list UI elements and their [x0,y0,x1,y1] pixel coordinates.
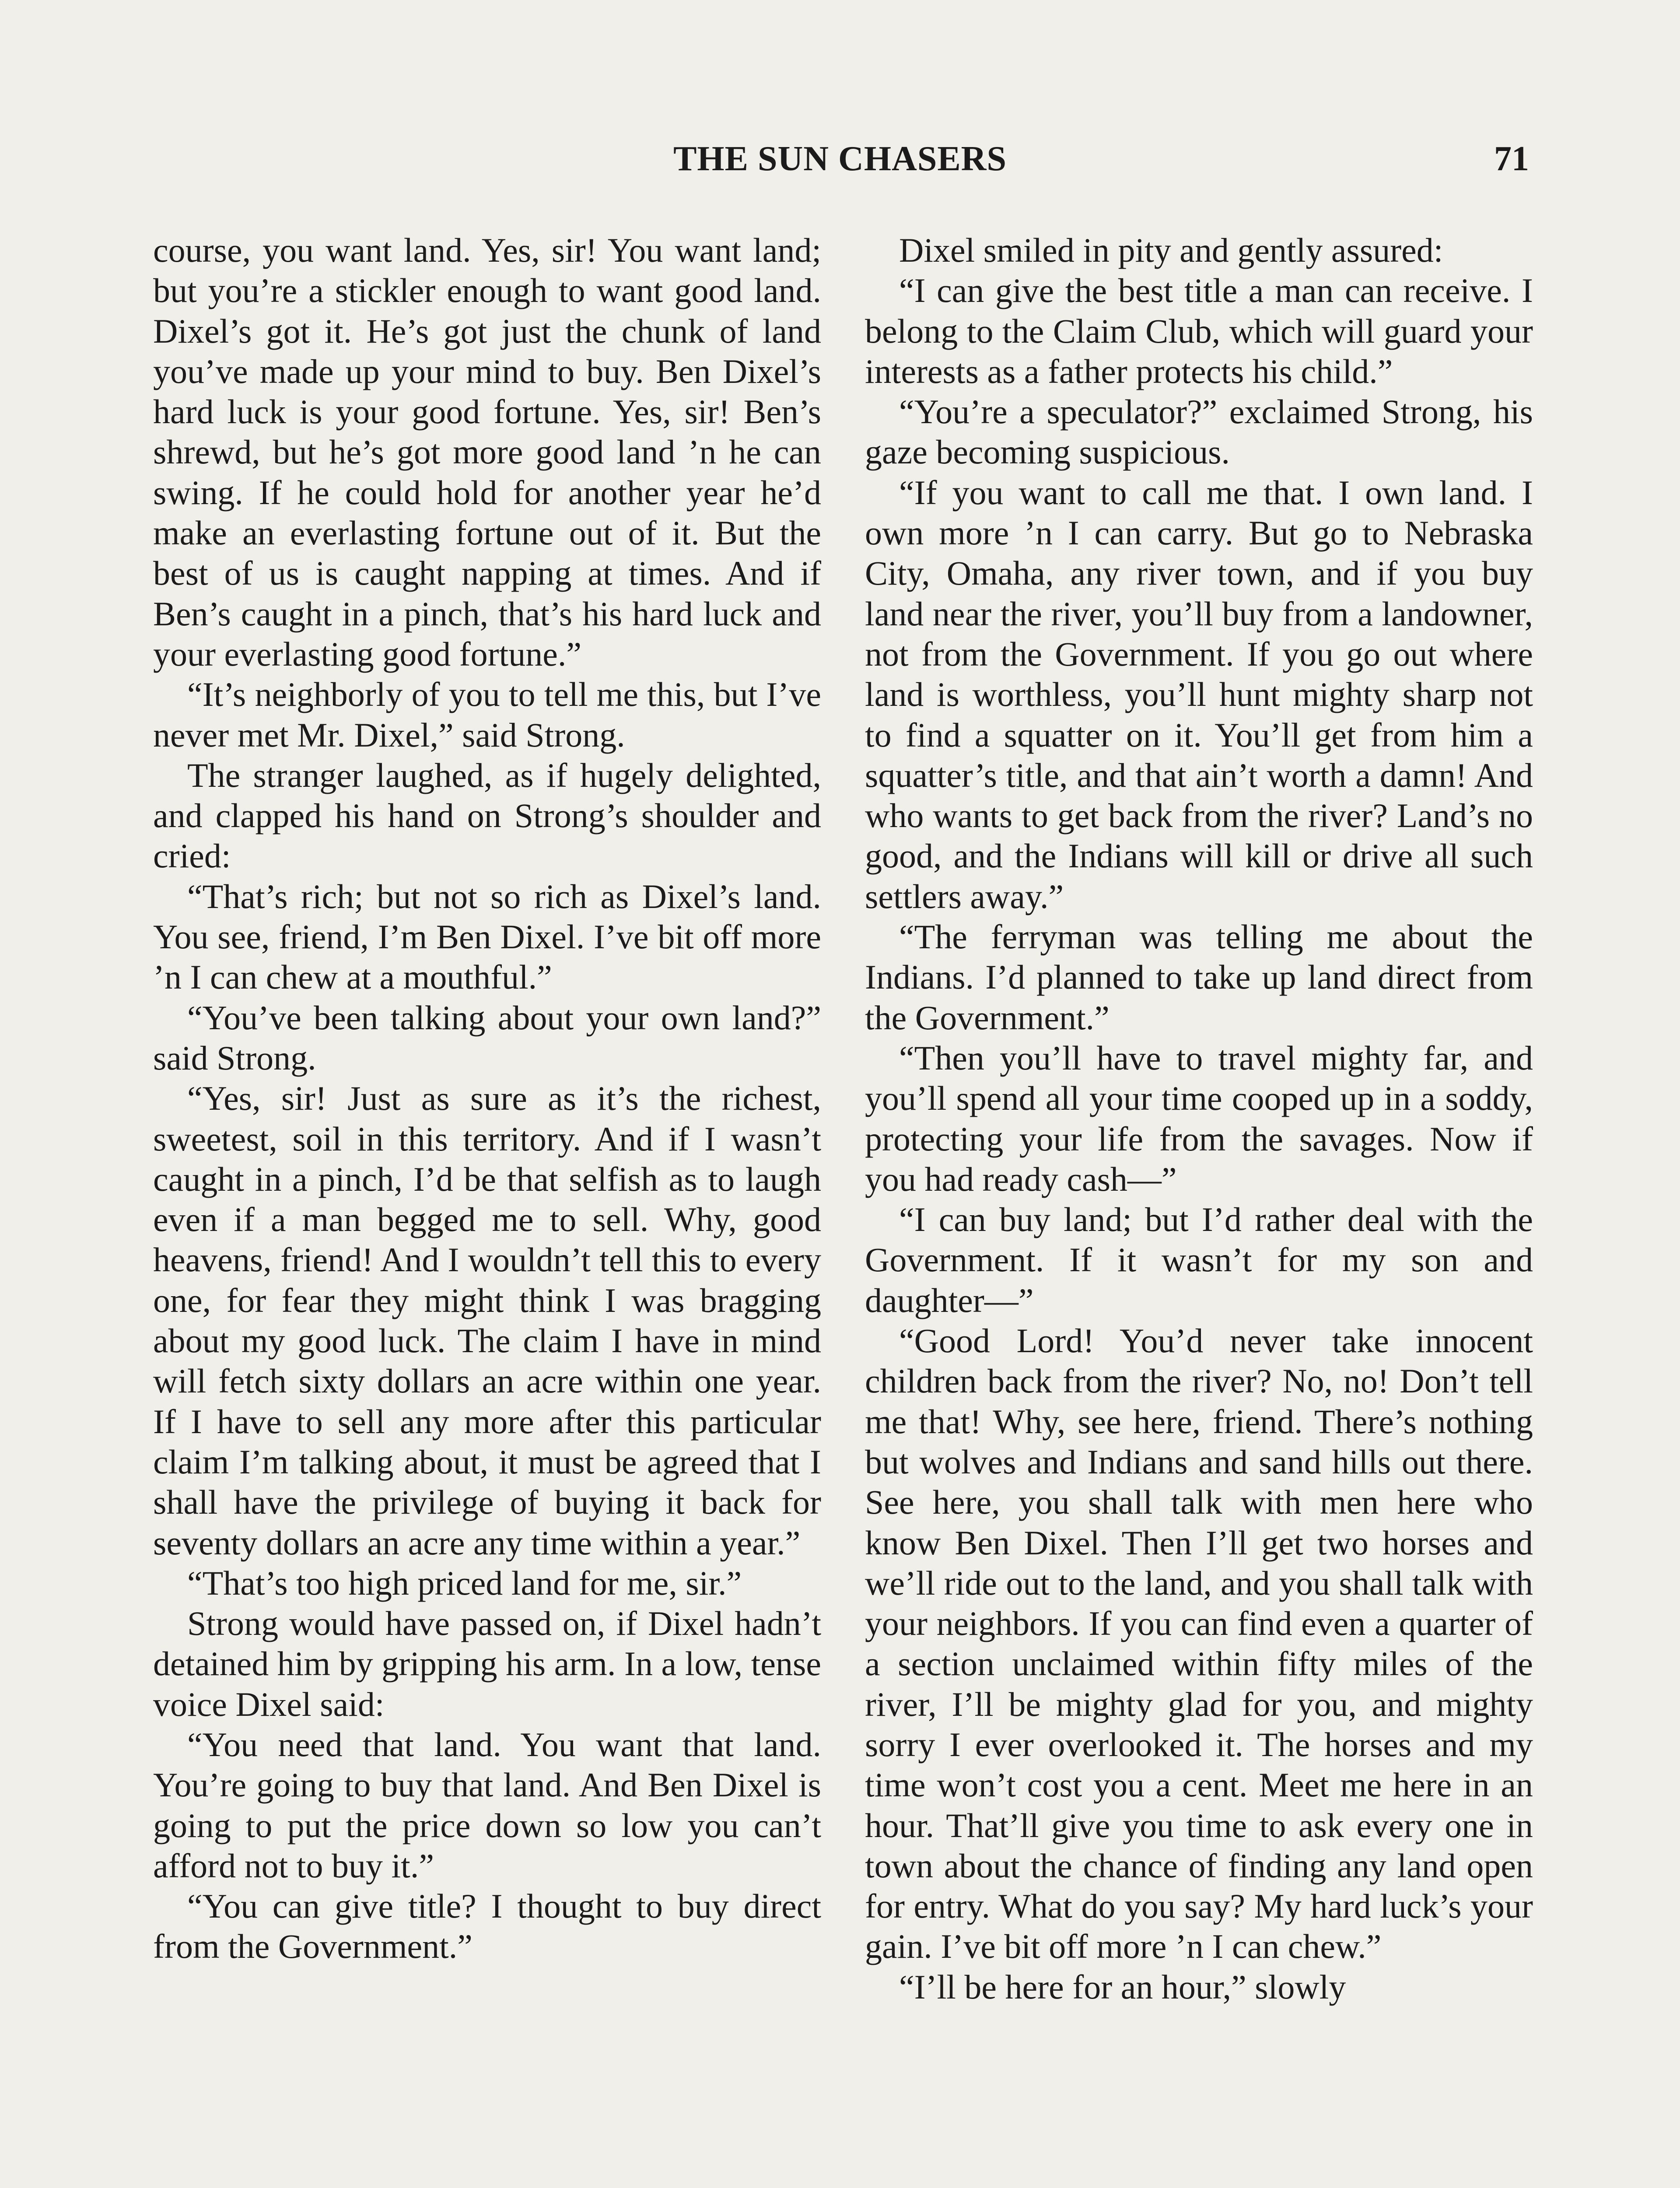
paragraph: “Good Lord! You’d never take innocent children back from the river? No, no! Don’t tell me that! Why, see here, friend. There’s nothing but wolves and Indians and sand hills out there. See here, you shall talk with men here who know Ben Dixel. Then I’ll get two horses and we’ll ride out to the land, and you shall talk with your neighbors. If you can find even a quarter of a section unclaimed within fifty miles of the river, I’ll be mighty glad for you, and mighty sorry I ever overlooked it. The horses and my time won’t cost you a cent. Meet me here in an hour. That’ll give you time to ask every one in town about the chance of finding any land open for entry. What do you say? My hard luck’s your gain. I’ve bit off more ’n I can chew.” [865,1322,1533,1966]
left-column [153,230,821,1967]
paragraph: “That’s rich; but not so rich as Dixel’s land. You see, friend, I’m Ben Dixel. I’ve bit off more ’n I can chew at a mouthful.” [153,877,821,996]
paragraph: “You need that land. You want that land. You’re going to buy that land. And Ben Dixel is going to put the price down so low you can’t afford not to buy it.” [153,1725,821,1885]
right-column [865,230,1533,2007]
page-number: 71 [1494,140,1529,178]
paragraph: “If you want to call me that. I own land. I own more ’n I can carry. But go to Nebraska City, Omaha, any river town, and if you buy land near the river, you’ll buy from a landowner, not from the Government. If you go out where land is worthless, you’ll hunt mighty sharp not to find a squatter on it. You’ll get from him a squatter’s title, and that ain’t worth a damn! And who wants to get back from the river? Land’s no good, and the Indians will kill or drive all such settlers away.” [865,473,1533,915]
paragraph: “I’ll be here for an hour,” slowly [899,1967,1346,2006]
paragraph: “Then you’ll have to travel mighty far, and you’ll spend all your time cooped up in a soddy, protecting your life from the savages. Now if you had ready cash—” [865,1038,1533,1198]
paragraph: “Yes, sir! Just as sure as it’s the richest, sweetest, soil in this territory. And if I wasn’t caught in a pinch, I’d be that selfish as to laugh even if a man begged me to sell. Why, good heavens, friend! And I wouldn’t tell this to every one, for fear they might think I was bragging about my good luck. The claim I have in mind will fetch sixty dollars an acre within one year. If I have to sell any more after this particular claim I’m talking about, it must be agreed that I shall have the privilege of buying it back for seventy dollars an acre any time within a year.” [153,1079,821,1562]
paragraph: The stranger laughed, as if hugely delighted, and clapped his hand on Strong’s shoulder and cried: [153,756,821,875]
paragraph: “The ferryman was telling me about the Indians. I’d planned to take up land direct from the Government.” [865,918,1533,1037]
paragraph: “It’s neighborly of you to tell me this, but I’ve never met Mr. Dixel,” said Strong. [153,675,821,754]
running-title: THE SUN CHASERS [673,140,1007,178]
paragraph: Dixel smiled in pity and gently assured: [899,231,1443,269]
paragraph: “You’re a speculator?” exclaimed Strong, his gaze becoming suspicious. [865,393,1533,471]
page-header [0,139,1680,187]
paragraph: “You can give title? I thought to buy direct from the Government.” [153,1887,821,1966]
paragraph: “You’ve been talking about your own land?” said Strong. [153,998,821,1077]
paragraph: Strong would have passed on, if Dixel hadn’t detained him by gripping his arm. In a low, tense voice Dixel said: [153,1604,821,1723]
paragraph: course, you want land. Yes, sir! You want land; but you’re a stickler enough to want good land. Dixel’s got it. He’s got just the chunk of land you’ve made up your mind to buy. Ben Dixel’s hard luck is your good fortune. Yes, sir! Ben’s shrewd, but he’s got more good land ’n he can swing. If he could hold for another year he’d make an everlasting fortune out of it. But the best of us is caught napping at times. And if Ben’s caught in a pinch, that’s his hard luck and your everlasting good fortune.” [153,231,821,673]
paragraph: “I can give the best title a man can receive. I belong to the Claim Club, which will guard your interests as a father protects his child.” [865,271,1533,390]
paragraph: “That’s too high priced land for me, sir.” [187,1564,742,1602]
paragraph: “I can buy land; but I’d rather deal with the Government. If it wasn’t for my son and daughter—” [865,1200,1533,1319]
